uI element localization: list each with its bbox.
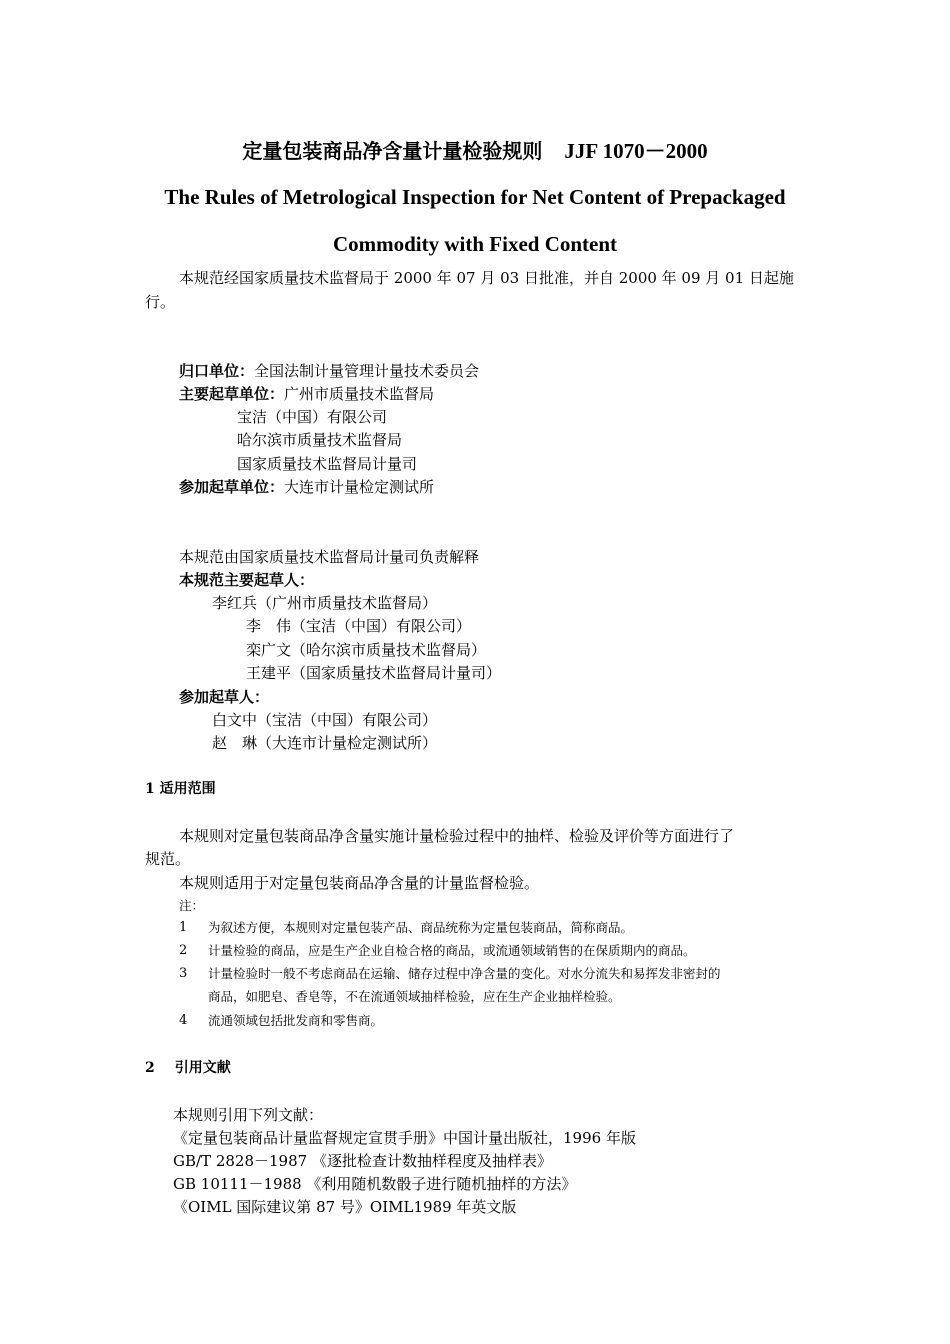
title-code: JJF 1070－2000 [564,139,708,163]
section2-title: 引用文献 [174,1060,231,1076]
join-unit-value: 大连市计量检定测试所 [284,478,435,496]
section1-heading: 1 适用范围 [145,781,216,797]
approval-line2: 行。 [145,293,176,311]
join-drafter: 赵 琳（大连市计量检定测试所） [212,734,438,752]
interpretation-note: 本规范由国家质量技术监督局计量司负责解释 [179,548,480,566]
title-chinese: 定量包装商品净含量计量检验规则 [242,139,543,163]
section1-paragraph1-line1: 本规则对定量包装商品净含量实施计量检验过程中的抽样、检验及评价等方面进行了 [179,827,735,845]
main-unit-value: 国家质量技术监督局计量司 [237,455,418,473]
approval-line1: 本规范经国家质量技术监督局于 2000 年 07 月 03 日批准，并自 2000 年 09 月 01 日起施 [179,269,794,287]
note-text: 计量检验时一般不考虑商品在运输、储存过程中净含量的变化。对水分流失和易挥发非密封的 [208,966,721,981]
guikou-unit [179,360,479,382]
main-drafters-label: 本规范主要起草人： [179,571,315,589]
reference-item: GB/T 2828－1987 《逐批检查计数抽样程度及抽样表》 [173,1152,552,1170]
main-drafter: 栾广文（哈尔滨市质量技术监督局） [246,641,487,659]
title-english-line1: The Rules of Metrological Inspection for Net Content of Prepackaged [164,185,786,209]
note-label: 注： [179,898,205,913]
note-number: 3 [179,966,188,981]
document-title [0,137,950,165]
note-text-continued: 商品，如肥皂、香皂等，不在流通领域抽样检验，应在生产企业抽样检验。 [208,989,621,1004]
main-unit-value: 哈尔滨市质量技术监督局 [237,431,403,449]
main-unit-value: 宝洁（中国）有限公司 [237,408,388,426]
main-drafter: 王建平（国家质量技术监督局计量司） [246,664,502,682]
join-drafter: 白文中（宝洁（中国）有限公司） [212,711,438,729]
join-unit-label: 参加起草单位： [179,478,285,496]
section1-paragraph1-line2: 规范。 [145,850,191,868]
note-text: 为叙述方便，本规则对定量包装产品、商品统称为定量包装商品，简称商品。 [208,920,634,935]
reference-item: 《定量包装商品计量监督规定宣贯手册》中国计量出版社，1996 年版 [173,1129,636,1147]
guikou-value: 全国法制计量管理计量技术委员会 [254,362,480,380]
note-number: 2 [179,943,188,958]
main-drafter: 李红兵（广州市质量技术监督局） [212,594,438,612]
reference-item: 《OIML 国际建议第 87 号》OIML1989 年英文版 [173,1198,517,1216]
note-number: 1 [179,920,188,935]
section2-number: 2 [145,1060,155,1076]
join-drafting-unit [179,476,434,498]
section1-paragraph2: 本规则适用于对定量包装商品净含量的计量监督检验。 [179,874,540,892]
section2-intro: 本规则引用下列文献： [173,1106,324,1124]
title-english-line2: Commodity with Fixed Content [332,232,618,256]
section2-heading [145,1057,231,1079]
main-unit-label: 主要起草单位： [179,385,285,403]
guikou-label: 归口单位： [179,362,255,380]
join-drafters-label: 参加起草人： [179,688,270,706]
note-text: 计量检验的商品，应是生产企业自检合格的商品，或流通领域销售的在保质期内的商品。 [208,943,696,958]
reference-item: GB 10111－1988 《利用随机数骰子进行随机抽样的方法》 [173,1175,577,1193]
main-unit-value: 广州市质量技术监督局 [284,385,435,403]
main-drafting-unit [179,383,434,405]
note-text: 流通领域包括批发商和零售商。 [208,1013,384,1028]
main-drafter: 李 伟（宝洁（中国）有限公司） [246,617,472,635]
note-number: 4 [179,1013,188,1028]
